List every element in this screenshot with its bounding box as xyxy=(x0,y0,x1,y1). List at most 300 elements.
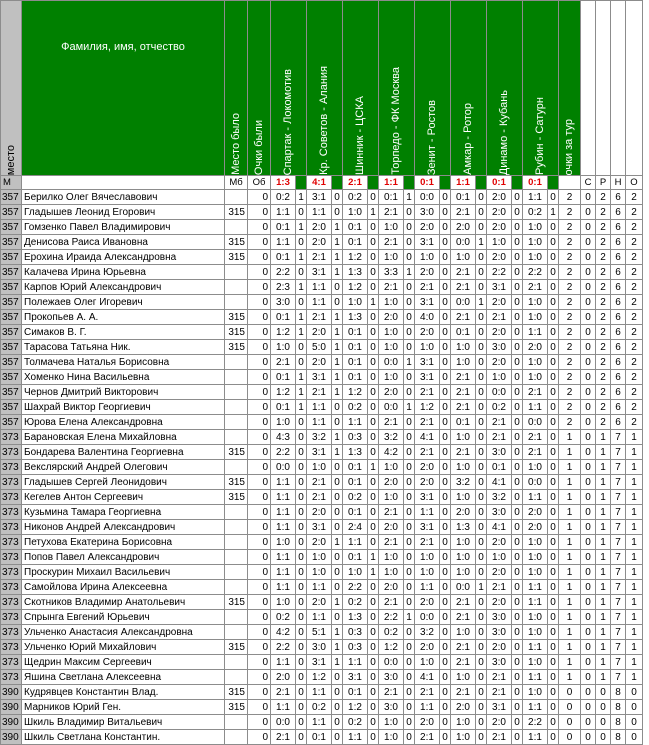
stat-cell: 0 xyxy=(581,580,596,595)
forecast-cell: 1:1 xyxy=(523,400,548,415)
row-prev-points: 0 xyxy=(248,235,271,250)
stat-cell: 0 xyxy=(581,430,596,445)
match-points-cell: 0 xyxy=(548,325,559,340)
match-points-cell: 0 xyxy=(548,295,559,310)
match-points-cell: 0 xyxy=(332,280,343,295)
stat-cell: 1 xyxy=(596,670,611,685)
forecast-cell: 3:1 xyxy=(307,190,332,205)
stat-cell: 2 xyxy=(626,250,643,265)
stat-label-o: О xyxy=(626,176,643,190)
forecast-cell: 2:0 xyxy=(307,235,332,250)
row-name: Петухова Екатерина Борисовна xyxy=(22,535,225,550)
row-place: 390 xyxy=(1,730,22,745)
forecast-cell: 3:2 xyxy=(451,475,476,490)
stat-cell: 0 xyxy=(626,685,643,700)
forecast-cell: 4:1 xyxy=(415,670,440,685)
forecast-cell: 1:1 xyxy=(415,580,440,595)
forecast-cell: 1:1 xyxy=(307,295,332,310)
match-points-cell: 0 xyxy=(512,715,523,730)
match-points-cell: 0 xyxy=(404,565,415,580)
tour-points-cell: 2 xyxy=(559,325,581,340)
table-row xyxy=(1,475,643,490)
forecast-cell: 3:0 xyxy=(379,670,404,685)
stat-cell: 1 xyxy=(626,625,643,640)
match-points-cell: 0 xyxy=(512,205,523,220)
row-name: Симаков В. Г. xyxy=(22,325,225,340)
stat-cell: 2 xyxy=(596,220,611,235)
row-prev-place xyxy=(225,355,248,370)
stat-cell: 2 xyxy=(626,400,643,415)
match-points-cell: 1 xyxy=(296,385,307,400)
row-prev-place: 315 xyxy=(225,685,248,700)
match-points-cell: 0 xyxy=(548,700,559,715)
row-prev-place xyxy=(225,400,248,415)
tour-points-cell: 1 xyxy=(559,460,581,475)
forecast-cell: 1:0 xyxy=(487,370,512,385)
forecast-cell: 2:1 xyxy=(451,205,476,220)
row-place: 357 xyxy=(1,340,22,355)
forecast-cell: 2:1 xyxy=(271,355,296,370)
match-points-cell: 0 xyxy=(404,730,415,745)
match-points-cell: 0 xyxy=(404,445,415,460)
row-prev-place: 315 xyxy=(225,250,248,265)
forecast-cell: 1:1 xyxy=(271,490,296,505)
forecast-cell: 3:1 xyxy=(343,670,368,685)
forecast-cell: 0:2 xyxy=(343,190,368,205)
match-points-cell: 0 xyxy=(440,520,451,535)
row-prev-place: 315 xyxy=(225,340,248,355)
stat-cell: 0 xyxy=(596,730,611,745)
forecast-cell: 0:2 xyxy=(487,400,512,415)
forecast-cell: 3:1 xyxy=(307,445,332,460)
forecast-cell: 2:1 xyxy=(487,310,512,325)
forecast-cell: 1:1 xyxy=(307,205,332,220)
forecast-cell: 1:0 xyxy=(487,235,512,250)
forecast-cell: 1:0 xyxy=(523,220,548,235)
row-name: Гладышев Леонид Егорович xyxy=(22,205,225,220)
stat-cell: 6 xyxy=(611,265,626,280)
match-points-cell: 0 xyxy=(476,190,487,205)
forecast-cell: 3:2 xyxy=(487,490,512,505)
row-prev-place xyxy=(225,415,248,430)
forecast-cell: 0:2 xyxy=(343,595,368,610)
forecast-cell: 1:0 xyxy=(271,535,296,550)
forecast-cell: 2:1 xyxy=(415,445,440,460)
stat-cell: 0 xyxy=(581,535,596,550)
row-place: 357 xyxy=(1,220,22,235)
forecast-cell: 2:0 xyxy=(271,670,296,685)
stat-cell: 8 xyxy=(611,700,626,715)
forecast-cell: 2:1 xyxy=(451,445,476,460)
forecast-cell: 4:2 xyxy=(379,445,404,460)
gap-cell xyxy=(512,176,523,190)
stat-cell: 2 xyxy=(626,220,643,235)
forecast-cell: 2:1 xyxy=(307,250,332,265)
stat-cell: 1 xyxy=(626,505,643,520)
stat-cell: 0 xyxy=(581,310,596,325)
forecast-cell: 1:0 xyxy=(379,490,404,505)
match-points-cell: 0 xyxy=(296,340,307,355)
match-points-cell: 1 xyxy=(332,325,343,340)
match-points-cell: 0 xyxy=(548,565,559,580)
forecast-cell: 0:1 xyxy=(451,190,476,205)
row-name: Тарасова Татьяна Ник. xyxy=(22,340,225,355)
tour-points-cell: 1 xyxy=(559,565,581,580)
row-name: Калачева Ирина Юрьевна xyxy=(22,265,225,280)
row-place: 373 xyxy=(1,580,22,595)
header-name: Фамилия, имя, отчество xyxy=(22,1,225,176)
forecast-cell: 1:1 xyxy=(523,490,548,505)
forecast-cell: 2:1 xyxy=(415,730,440,745)
match-points-cell: 0 xyxy=(404,325,415,340)
tour-points-cell: 1 xyxy=(559,580,581,595)
forecast-cell: 2:1 xyxy=(523,385,548,400)
tour-points-cell: 1 xyxy=(559,475,581,490)
forecast-cell: 2:1 xyxy=(307,475,332,490)
stat-cell: 7 xyxy=(611,550,626,565)
stat-cell: 0 xyxy=(581,595,596,610)
match-points-cell: 0 xyxy=(296,655,307,670)
forecast-cell: 0:2 xyxy=(523,205,548,220)
stat-cell: 6 xyxy=(611,295,626,310)
row-prev-points: 0 xyxy=(248,580,271,595)
forecast-cell: 1:1 xyxy=(307,400,332,415)
forecast-cell: 1:0 xyxy=(415,655,440,670)
table-row xyxy=(1,265,643,280)
forecast-cell: 2:1 xyxy=(379,505,404,520)
stat-cell: 1 xyxy=(626,535,643,550)
forecast-cell: 1:1 xyxy=(271,475,296,490)
match-points-cell: 0 xyxy=(440,235,451,250)
match-points-cell: 0 xyxy=(368,235,379,250)
forecast-cell: 0:0 xyxy=(415,610,440,625)
match-points-cell: 1 xyxy=(404,355,415,370)
stat-cell: 1 xyxy=(596,475,611,490)
tour-points-cell: 1 xyxy=(559,670,581,685)
stat-cell: 0 xyxy=(581,250,596,265)
forecast-cell: 1:0 xyxy=(379,730,404,745)
table-row xyxy=(1,565,643,580)
forecast-cell: 1:0 xyxy=(415,550,440,565)
table-row xyxy=(1,505,643,520)
match-points-cell: 0 xyxy=(440,655,451,670)
match-points-cell: 0 xyxy=(404,490,415,505)
forecast-cell: 1:2 xyxy=(343,250,368,265)
forecast-cell: 3:1 xyxy=(307,370,332,385)
stat-cell: 0 xyxy=(581,400,596,415)
match-points-cell: 0 xyxy=(296,640,307,655)
table-row xyxy=(1,415,643,430)
forecast-cell: 2:0 xyxy=(307,325,332,340)
table-row xyxy=(1,370,643,385)
match-points-cell: 0 xyxy=(440,385,451,400)
stat-cell: 0 xyxy=(581,625,596,640)
header-place: место xyxy=(1,1,22,176)
forecast-cell: 0:1 xyxy=(343,325,368,340)
match-points-cell: 1 xyxy=(296,370,307,385)
row-prev-place: 315 xyxy=(225,445,248,460)
row-name: Векслярский Андрей Олегович xyxy=(22,460,225,475)
stat-cell: 0 xyxy=(581,340,596,355)
table-row xyxy=(1,295,643,310)
match-points-cell: 0 xyxy=(332,580,343,595)
forecast-cell: 2:0 xyxy=(451,700,476,715)
match-points-cell: 0 xyxy=(512,670,523,685)
forecast-cell: 2:2 xyxy=(343,580,368,595)
stat-cell: 1 xyxy=(626,445,643,460)
match-points-cell: 0 xyxy=(440,415,451,430)
forecast-cell: 1:0 xyxy=(343,205,368,220)
row-prev-points: 0 xyxy=(248,550,271,565)
match-points-cell: 0 xyxy=(476,280,487,295)
forecast-cell: 0:2 xyxy=(343,715,368,730)
match-points-cell: 0 xyxy=(512,385,523,400)
match-points-cell: 0 xyxy=(440,310,451,325)
row-name: Ерохина Ираида Александровна xyxy=(22,250,225,265)
row-name: Гладышев Сергей Леонидович xyxy=(22,475,225,490)
forecast-cell: 3:0 xyxy=(379,700,404,715)
tour-points-cell: 2 xyxy=(559,220,581,235)
match-points-cell: 0 xyxy=(476,325,487,340)
forecast-cell: 0:1 xyxy=(451,325,476,340)
row-prev-place xyxy=(225,610,248,625)
row-prev-points: 0 xyxy=(248,685,271,700)
match-points-cell: 0 xyxy=(368,355,379,370)
match-points-cell: 0 xyxy=(548,715,559,730)
match-points-cell: 1 xyxy=(548,205,559,220)
match-points-cell: 0 xyxy=(440,595,451,610)
match-points-cell: 0 xyxy=(512,460,523,475)
match-points-cell: 0 xyxy=(368,400,379,415)
table-row xyxy=(1,460,643,475)
forecast-cell: 2:1 xyxy=(379,280,404,295)
match-points-cell: 0 xyxy=(476,685,487,700)
match-points-cell: 0 xyxy=(404,550,415,565)
match-points-cell: 0 xyxy=(404,460,415,475)
tour-points-cell: 2 xyxy=(559,205,581,220)
row-name: Ульченко Анастасия Александровна xyxy=(22,625,225,640)
match-points-cell: 0 xyxy=(332,565,343,580)
match-points-cell: 1 xyxy=(368,550,379,565)
forecast-cell: 1:1 xyxy=(523,190,548,205)
forecast-cell: 0:0 xyxy=(271,460,296,475)
match-points-cell: 0 xyxy=(440,400,451,415)
forecast-cell: 1:0 xyxy=(523,535,548,550)
forecast-cell: 3:0 xyxy=(271,295,296,310)
match-points-cell: 0 xyxy=(476,220,487,235)
row-place: 357 xyxy=(1,235,22,250)
row-prev-place xyxy=(225,370,248,385)
forecast-cell: 2:1 xyxy=(379,595,404,610)
match-points-cell: 0 xyxy=(476,670,487,685)
forecast-cell: 2:1 xyxy=(523,430,548,445)
match-points-cell: 0 xyxy=(440,190,451,205)
row-prev-points: 0 xyxy=(248,595,271,610)
stat-cell: 0 xyxy=(626,715,643,730)
forecast-cell: 1:0 xyxy=(451,250,476,265)
row-prev-place xyxy=(225,520,248,535)
match-points-cell: 0 xyxy=(332,610,343,625)
table-row xyxy=(1,385,643,400)
forecast-cell: 1:1 xyxy=(523,670,548,685)
stat-label-r: Р xyxy=(596,176,611,190)
stat-cell: 6 xyxy=(611,355,626,370)
stat-cell: 0 xyxy=(581,445,596,460)
match-points-cell: 1 xyxy=(332,595,343,610)
header-blank-s xyxy=(581,1,596,176)
forecast-cell: 1:1 xyxy=(523,325,548,340)
match-result: 0:1 xyxy=(487,176,512,190)
row-name: Спрынга Евгений Юрьевич xyxy=(22,610,225,625)
forecast-cell: 2:0 xyxy=(487,595,512,610)
forecast-cell: 1:0 xyxy=(379,220,404,235)
match-points-cell: 0 xyxy=(440,670,451,685)
forecast-cell: 2:1 xyxy=(451,370,476,385)
forecast-cell: 1:0 xyxy=(379,550,404,565)
forecast-cell: 0:1 xyxy=(343,370,368,385)
row-place: 357 xyxy=(1,310,22,325)
forecast-cell: 1:0 xyxy=(307,565,332,580)
stat-cell: 0 xyxy=(581,490,596,505)
forecast-cell: 2:1 xyxy=(415,535,440,550)
match-points-cell: 0 xyxy=(296,460,307,475)
tour-points-cell: 1 xyxy=(559,445,581,460)
match-points-cell: 0 xyxy=(476,535,487,550)
stat-cell: 0 xyxy=(581,325,596,340)
forecast-cell: 2:0 xyxy=(379,520,404,535)
match-points-cell: 0 xyxy=(368,475,379,490)
forecast-cell: 2:4 xyxy=(343,520,368,535)
table-row xyxy=(1,205,643,220)
forecast-cell: 1:3 xyxy=(343,445,368,460)
row-prev-place xyxy=(225,550,248,565)
match-points-cell: 0 xyxy=(548,340,559,355)
match-points-cell: 0 xyxy=(332,415,343,430)
row-prev-points: 0 xyxy=(248,370,271,385)
stat-cell: 0 xyxy=(581,670,596,685)
stat-cell: 7 xyxy=(611,490,626,505)
stat-cell: 6 xyxy=(611,340,626,355)
forecast-cell: 1:0 xyxy=(379,370,404,385)
forecast-cell: 0:2 xyxy=(343,490,368,505)
match-points-cell: 0 xyxy=(548,640,559,655)
match-points-cell: 0 xyxy=(404,235,415,250)
stat-cell: 2 xyxy=(596,325,611,340)
stat-cell: 0 xyxy=(581,655,596,670)
tour-points-cell: 0 xyxy=(559,715,581,730)
match-points-cell: 0 xyxy=(440,550,451,565)
row-prev-place xyxy=(225,505,248,520)
gap-cell xyxy=(368,176,379,190)
forecast-cell: 2:0 xyxy=(379,580,404,595)
tour-points-cell: 2 xyxy=(559,190,581,205)
match-points-cell: 0 xyxy=(296,535,307,550)
match-points-cell: 0 xyxy=(512,580,523,595)
forecast-cell: 1:3 xyxy=(343,610,368,625)
match-points-cell: 0 xyxy=(548,550,559,565)
match-result: 4:1 xyxy=(307,176,332,190)
match-points-cell: 0 xyxy=(332,715,343,730)
row-place: 373 xyxy=(1,670,22,685)
match-points-cell: 0 xyxy=(512,475,523,490)
header-row xyxy=(1,1,643,176)
match-points-cell: 0 xyxy=(296,205,307,220)
forecast-cell: 1:0 xyxy=(451,490,476,505)
forecast-cell: 5:1 xyxy=(307,625,332,640)
forecast-cell: 2:1 xyxy=(487,685,512,700)
row-name: Берилко Олег Вячеславович xyxy=(22,190,225,205)
match-points-cell: 0 xyxy=(440,460,451,475)
stat-cell: 0 xyxy=(581,700,596,715)
match-points-cell: 0 xyxy=(548,415,559,430)
forecast-cell: 2:0 xyxy=(307,355,332,370)
row-name: Прокопьев А. А. xyxy=(22,310,225,325)
match-points-cell: 0 xyxy=(512,595,523,610)
table-row xyxy=(1,430,643,445)
match-points-cell: 0 xyxy=(548,190,559,205)
match-points-cell: 0 xyxy=(296,235,307,250)
stat-cell: 1 xyxy=(596,505,611,520)
stat-cell: 1 xyxy=(626,430,643,445)
forecast-cell: 2:1 xyxy=(487,580,512,595)
match-points-cell: 1 xyxy=(332,370,343,385)
forecast-cell: 0:2 xyxy=(271,190,296,205)
match-points-cell: 0 xyxy=(368,715,379,730)
stat-label-s: С xyxy=(581,176,596,190)
match-points-cell: 0 xyxy=(512,265,523,280)
match-points-cell: 0 xyxy=(332,205,343,220)
stat-cell: 7 xyxy=(611,625,626,640)
table-row xyxy=(1,520,643,535)
forecast-cell: 2:1 xyxy=(307,490,332,505)
match-points-cell: 0 xyxy=(476,265,487,280)
forecast-cell: 3:2 xyxy=(379,430,404,445)
stat-cell: 2 xyxy=(596,385,611,400)
stat-cell: 7 xyxy=(611,505,626,520)
forecast-cell: 1:1 xyxy=(271,505,296,520)
forecast-cell: 1:1 xyxy=(523,595,548,610)
match-points-cell: 0 xyxy=(440,445,451,460)
row-prev-points: 0 xyxy=(248,625,271,640)
forecast-cell: 1:0 xyxy=(523,610,548,625)
forecast-cell: 2:0 xyxy=(487,295,512,310)
stat-cell: 0 xyxy=(581,370,596,385)
row-prev-points: 0 xyxy=(248,715,271,730)
match-points-cell: 0 xyxy=(476,715,487,730)
match-points-cell: 0 xyxy=(296,580,307,595)
match-points-cell: 0 xyxy=(548,445,559,460)
forecast-cell: 1:0 xyxy=(523,460,548,475)
forecast-cell: 1:0 xyxy=(523,295,548,310)
forecast-cell: 0:1 xyxy=(343,235,368,250)
forecast-cell: 0:0 xyxy=(451,235,476,250)
gap-cell xyxy=(440,176,451,190)
table-row xyxy=(1,685,643,700)
tour-points-cell: 1 xyxy=(559,640,581,655)
forecast-cell: 2:1 xyxy=(415,685,440,700)
forecast-cell: 2:1 xyxy=(451,640,476,655)
match-points-cell: 0 xyxy=(548,520,559,535)
forecast-cell: 2:0 xyxy=(379,475,404,490)
match-points-cell: 0 xyxy=(440,340,451,355)
stat-cell: 1 xyxy=(596,430,611,445)
stat-cell: 0 xyxy=(596,685,611,700)
row-name: Шахрай Виктор Георгиевич xyxy=(22,400,225,415)
row-place: 357 xyxy=(1,355,22,370)
forecast-cell: 0:0 xyxy=(451,295,476,310)
match-points-cell: 1 xyxy=(332,640,343,655)
row-prev-place xyxy=(225,280,248,295)
